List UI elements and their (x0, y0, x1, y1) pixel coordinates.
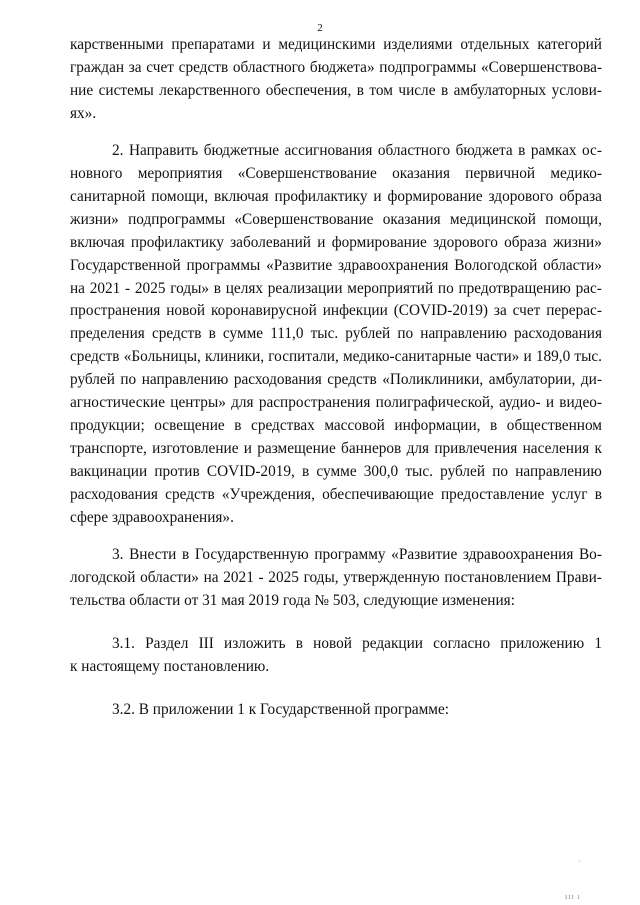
paragraph (70, 34, 602, 126)
text-line: на 2021 - 2025 годы» в целях реализации мероприятий по предотвращению рас- (70, 279, 602, 297)
text-line: агностические центры» для распространения полиграфической, аудио- и видео- (70, 394, 602, 412)
text-line: рублей по направлению расходования средств «Поликлиники, амбулатории, ди- (70, 371, 602, 389)
text-line: жизни» подпрограммы «Совершенствование оказания медицинской помощи, (70, 210, 602, 228)
text-line: пространения новой коронавирусной инфекции (COVID-2019) за счет перерас- (70, 302, 602, 320)
text-line: 3.1. Раздел III изложить в новой редакции согласно приложению 1 (112, 634, 602, 652)
text-line: включая профилактику заболеваний и формирование здорового образа жизни» (70, 233, 602, 251)
text-line: средств «Больницы, клиники, госпитали, медико-санитарные части» и 189,0 тыс. (70, 348, 602, 366)
text-line: вакцинации против COVID-2019, в сумме 300,0 тыс. рублей по направлению (70, 463, 602, 481)
text-line: Государственной программы «Развитие здравоохранения Вологодской области» (70, 256, 602, 274)
text-line: пределения средств в сумме 111,0 тыс. рублей по направлению расходования (70, 325, 602, 343)
paragraph (70, 633, 602, 679)
text-line: 3.2. В приложении 1 к Государственной программе: (112, 700, 450, 718)
text-line: санитарной помощи, включая профилактику и формирование здорового образа (70, 187, 602, 205)
text-line: продукции; освещение в средствах массовой информации, в общественном (70, 417, 602, 435)
text-line: тельства области от 31 мая 2019 года № 503, следующие изменения: (70, 591, 515, 609)
text-line: 3. Внести в Государственную программу «Развитие здравоохранения Во- (112, 546, 602, 564)
text-line: транспорте, изготовление и размещение баннеров для привлечения населения к (70, 440, 602, 458)
text-line: ях». (70, 104, 97, 122)
text-line: 2. Направить бюджетные ассигнования областного бюджета в рамках ос- (112, 141, 602, 159)
text-line: логодской области» на 2021 - 2025 годы, утвержденную постановлением Прави- (70, 568, 602, 586)
text-line: к настоящему постановлению. (70, 657, 270, 675)
text-line: граждан за счет средств областного бюджета» подпрограммы «Совершенствова- (70, 58, 602, 76)
text-line: новного мероприятия «Совершенствование оказания первичной медико- (70, 164, 602, 182)
text-line: карственными препаратами и медицинскими изделиями отдельных категорий (70, 36, 602, 53)
paragraph (70, 544, 602, 613)
paragraph (70, 140, 602, 530)
page-number: 2 (317, 22, 323, 34)
text-line: сфере здравоохранения». (70, 509, 234, 527)
margin-mark-lines: ııı ı (565, 892, 581, 901)
document-body (70, 34, 602, 722)
margin-mark-dot: · (578, 857, 581, 866)
text-line: ние системы лекарственного обеспечения, в том числе в амбулаторных услови- (70, 81, 602, 99)
text-line: расходования средств «Учреждения, обеспечивающие предоставление услуг в (70, 486, 602, 504)
paragraph (70, 699, 602, 722)
